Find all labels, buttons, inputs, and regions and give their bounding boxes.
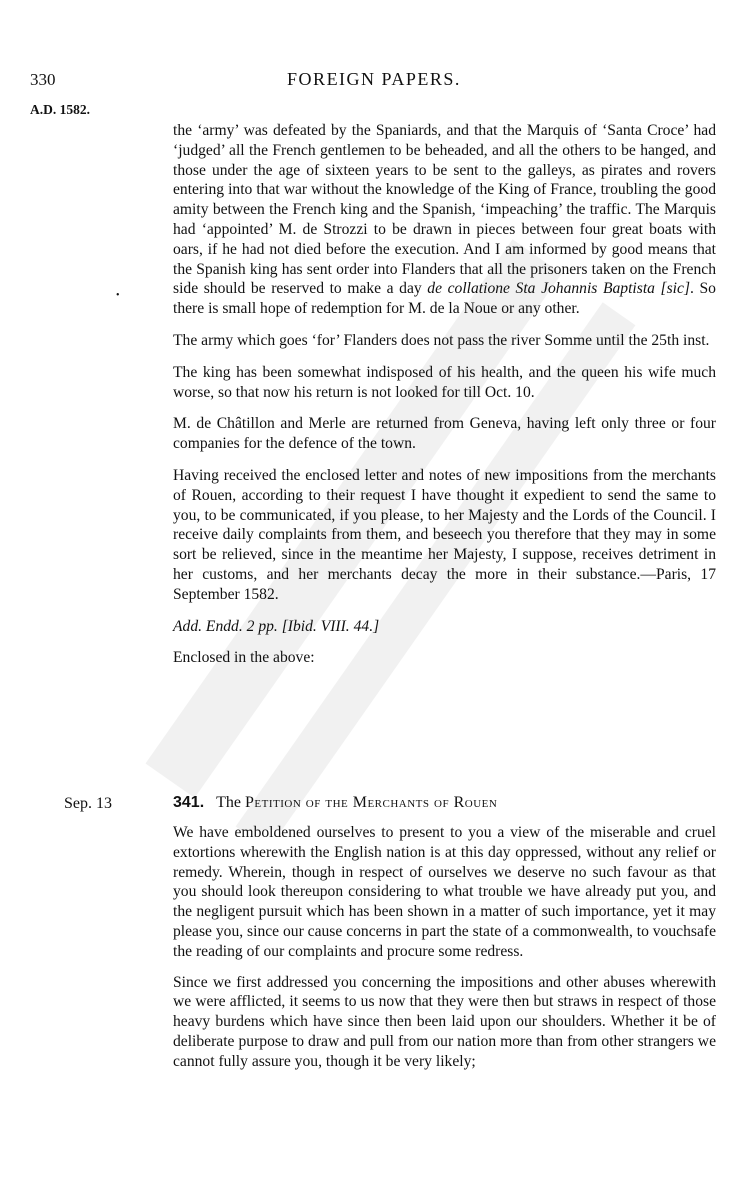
sic-mark: [sic]: [660, 280, 691, 298]
page-number: 330: [30, 70, 56, 89]
petition-body: [173, 823, 716, 1083]
letter-paragraph: M. de Châtillon and Merle are returned from Geneva, having left only three or four companies for the defence of the town.: [173, 415, 716, 453]
letter-paragraph: The army which goes ‘for’ Flanders does not pass the river Somme until the 25th inst.: [173, 331, 710, 349]
entry-date: Sep. 13: [64, 795, 112, 812]
year-margin-note: A.D. 1582.: [30, 102, 90, 117]
entry-title-prefix: The: [216, 794, 242, 811]
speck: •: [116, 290, 120, 301]
letter-paragraph: The king has been somewhat indisposed of his health, and the queen his wife much worse, so that now his return is not looked for till Oct. 10.: [173, 363, 716, 401]
letter-text-end: . So there is small hope of redemption for M. de la Noue or any other.: [173, 280, 716, 318]
letter-text: the ‘army’ was defeated by the Spaniards, and that the Marquis of ‘Santa Croce’ had ‘judged’ all the French gentlemen to be beheaded, and all the others to be hanged, and those under the age of sixteen years to be sent to the galleys, as pirates and rovers entering into that war without the knowledge of the King of France, troubling the good amity between the French king and the Spanish, ‘impeaching’ the traffic. The Marquis had ‘appointed’ M. de Strozzi to be drawn in pieces between four great boats with oars, if he had not died before the execution. And I am informed by good means that the Spanish king has sent order into Flanders that all the prisoners taken on the French side should be reserved to make a day: [173, 122, 716, 298]
petition-paragraph: We have emboldened ourselves to present to you a view of the miserable and cruel extortions wherewith the English nation is at this day oppressed, without any relief or remedy. Wherein, though in respect of ourselves we deserve no such favour as that you should look thereupon considering to what trouble we have already put you, and the negligent pursuit which has been shown in a matter of such importance, yet it may please you, since our cause concerns in part the state of a commonwealth, to vouchsafe the reading of our complaints and procure some redress.: [173, 824, 716, 960]
entry-heading: [173, 794, 733, 812]
entry-title: Petition of the Merchants of Rouen: [245, 794, 498, 811]
entry-number: 341.: [173, 794, 205, 811]
letter-paragraph: [173, 121, 716, 319]
running-title: FOREIGN PAPERS.: [287, 69, 461, 89]
latin-phrase: de collatione Sta Johannis Baptista: [427, 280, 655, 298]
letter-body: [173, 121, 716, 680]
petition-paragraph: Since we first addressed you concerning the impositions and other abuses wherewith we were afflicted, it seems to us now that they were then but straws in respect of those heavy burdens which have since then been laid upon our shoulders. Whether it be of deliberate purpose to draw and pull from our nation more than from other strangers we cannot fully assure you, though it be very likely;: [173, 973, 716, 1070]
enclosure-note: Enclosed in the above:: [173, 649, 315, 667]
letter-paragraph: Having received the enclosed letter and notes of new impositions from the merchants of Rouen, according to their request I have thought it expedient to send the same to you, to be communicated, if you please, to her Majesty and the Lords of the Council. I receive daily complaints from them, and beseech you therefore that they may in some sort be relieved, since in the meantime her Majesty, I suppose, receives detriment in her customs, and her merchants decay the more in their substance.—Paris, 17 September 1582.: [173, 466, 716, 603]
endorsement-note: Add. Endd. 2 pp. [Ibid. VIII. 44.]: [173, 617, 380, 635]
